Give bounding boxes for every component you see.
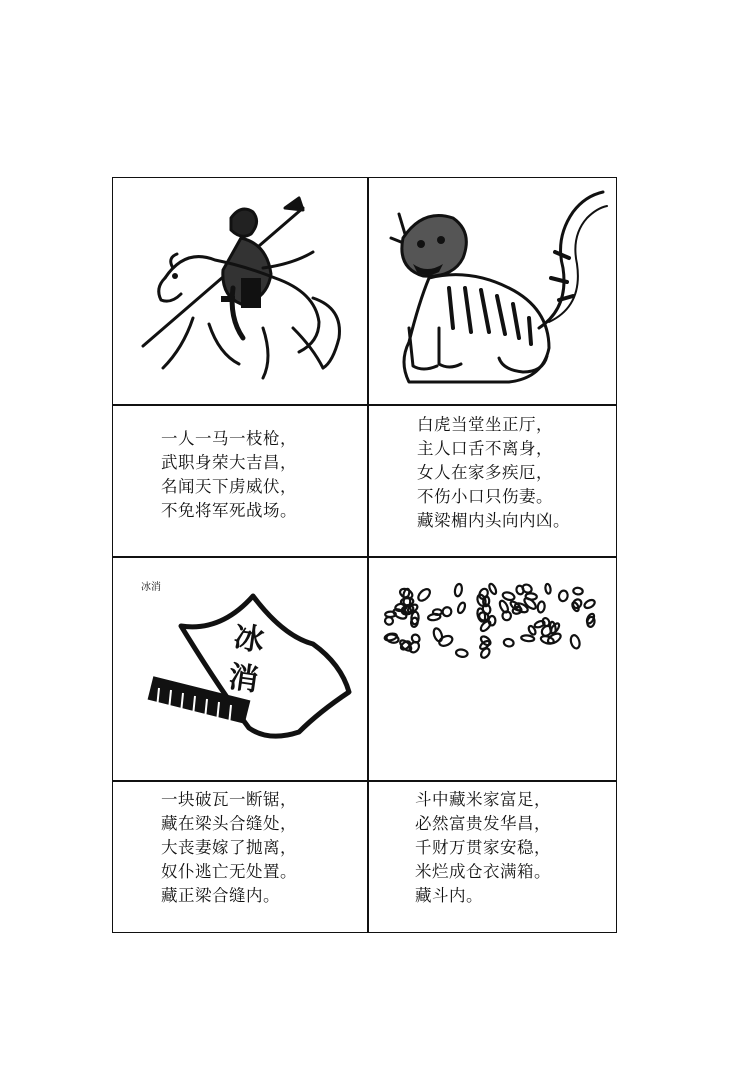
verse-line: 藏正梁合缝内。: [161, 886, 280, 905]
rice-grain: [416, 587, 432, 603]
rice-grain: [583, 598, 596, 609]
rice-grain: [573, 587, 583, 595]
rice-grain: [503, 638, 514, 647]
tile-text: 冰消: [226, 619, 267, 699]
row-divider-1: [113, 404, 616, 406]
scattered-rice-grains-icon: [369, 558, 618, 780]
charm-table: [112, 177, 617, 933]
rice-grain: [482, 604, 491, 615]
rice-grain: [537, 601, 545, 613]
verse-line: 藏在梁头合缝处，: [161, 814, 297, 833]
verse-line: 米烂成仓衣满箱。: [415, 862, 551, 881]
image-label: 冰消: [141, 582, 161, 593]
verse-line: 一人一马一枝枪，: [161, 429, 297, 448]
white-tiger-icon: [369, 178, 618, 404]
rice-grain: [558, 590, 569, 602]
row-divider-3: [113, 780, 616, 782]
rice-grain: [384, 616, 394, 626]
verse-line: 千财万贯家安稳，: [415, 838, 551, 857]
rice-grain: [432, 627, 443, 642]
verse-line: 不免将军死战场。: [161, 501, 297, 520]
rice-grain: [516, 585, 525, 595]
rice-grain: [433, 609, 442, 615]
verse-line: 一块破瓦一断锯，: [161, 790, 297, 809]
verse-line: 女人在家多疾厄，: [417, 463, 553, 482]
verse-warrior: [161, 427, 297, 523]
verse-tiger: [417, 413, 570, 533]
verse-broken-tile: [161, 788, 297, 908]
rice-grain: [457, 602, 467, 614]
verse-line: 武职身荣大吉昌，: [161, 453, 297, 472]
verse-line: 主人口舌不离身，: [417, 439, 553, 458]
broken-tile-and-saw-icon: [113, 558, 367, 780]
rice-grain: [476, 608, 486, 623]
rice-grain: [441, 606, 452, 617]
verse-line: 奴仆逃亡无处置。: [161, 862, 297, 881]
rice-grain: [454, 583, 463, 596]
verse-line: 藏梁楣内头向内凶。: [417, 511, 570, 530]
rice-grain: [545, 584, 551, 594]
rice-grain: [498, 600, 509, 614]
verse-line: 斗中藏米家富足，: [415, 790, 551, 809]
rice-grain: [502, 591, 516, 601]
verse-line: 必然富贵发华昌，: [415, 814, 551, 833]
verse-line: 名闻天下虏威伏，: [161, 477, 297, 496]
verse-rice: [415, 788, 551, 908]
verse-line: 藏斗内。: [415, 886, 483, 905]
verse-line: 白虎当堂坐正厅，: [417, 415, 553, 434]
rice-grain: [456, 649, 469, 658]
verse-line: 不伤小口只伤妻。: [417, 487, 553, 506]
rice-grain: [521, 635, 535, 642]
rice-grain: [569, 634, 581, 649]
rice-grain: [488, 583, 497, 595]
warrior-on-horse-icon: [113, 178, 367, 404]
rice-grain: [525, 593, 537, 600]
verse-line: 大丧妻嫁了抛离，: [161, 838, 297, 857]
